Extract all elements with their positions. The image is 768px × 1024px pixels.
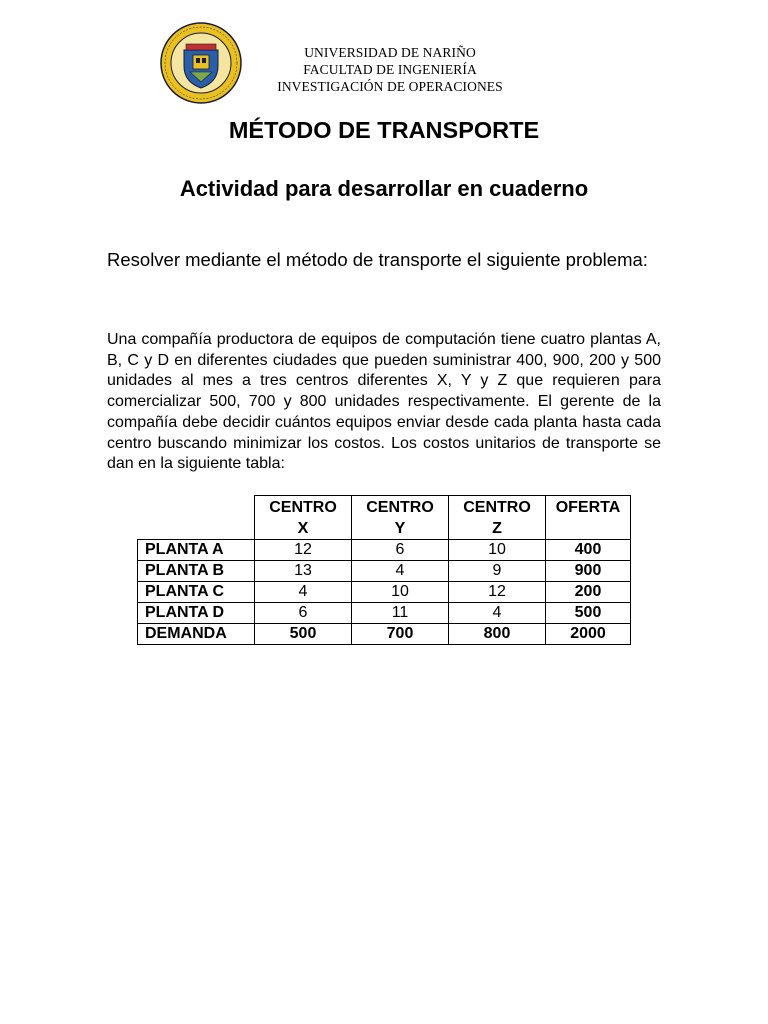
- cost-cell: 10: [449, 540, 546, 561]
- cost-cell: 12: [449, 582, 546, 603]
- table-header-row: [138, 496, 631, 540]
- column-header-line1: CENTRO: [269, 499, 337, 516]
- table-row: [138, 603, 631, 624]
- transport-cost-table: [137, 495, 631, 645]
- row-label: PLANTA A: [138, 540, 255, 561]
- row-label: PLANTA B: [138, 561, 255, 582]
- faculty-name: FACULTAD DE INGENIERÍA: [303, 62, 477, 77]
- row-label: PLANTA D: [138, 603, 255, 624]
- column-header: [449, 496, 546, 540]
- supply-cell: 200: [546, 582, 631, 603]
- column-header: [352, 496, 449, 540]
- document-title: MÉTODO DE TRANSPORTE: [228, 117, 540, 143]
- instruction-paragraph: Resolver mediante el método de transporte el siguiente problema:: [107, 249, 648, 270]
- problem-paragraph: Una compañía productora de equipos de computación tiene cuatro plantas A, B, C y D en diferentes ciudades que pueden suministrar 400, 900, 200 y 500 unidades al mes a tres centros diferentes X, Y y Z que requieren para comercializar 500, 700 y 800 unidades respectivamente. El gerente de la compañía debe decidir cuántos equipos enviar desde cada planta hasta cada centro buscando minimizar los costos. Los costos unitarios de transporte se dan en la siguiente tabla:: [107, 331, 661, 473]
- row-label: DEMANDA: [138, 624, 255, 645]
- table-row: [138, 540, 631, 561]
- table-row: [138, 582, 631, 603]
- supply-cell: 900: [546, 561, 631, 582]
- cost-cell: 12: [255, 540, 352, 561]
- demand-cell: 500: [255, 624, 352, 645]
- demand-cell: 700: [352, 624, 449, 645]
- cost-cell: 6: [352, 540, 449, 561]
- cost-cell: 4: [255, 582, 352, 603]
- cost-cell: 10: [352, 582, 449, 603]
- table-row: [138, 561, 631, 582]
- department-name: INVESTIGACIÓN DE OPERACIONES: [277, 79, 503, 94]
- column-header: [546, 496, 631, 540]
- cost-cell: 6: [255, 603, 352, 624]
- document-subtitle: Actividad para desarrollar en cuaderno: [179, 176, 589, 201]
- table-corner-cell: [138, 496, 255, 540]
- supply-cell: 400: [546, 540, 631, 561]
- cost-cell: 11: [352, 603, 449, 624]
- column-header-line1: CENTRO: [366, 499, 434, 516]
- column-header: [255, 496, 352, 540]
- institution-header: [0, 44, 768, 95]
- demand-cell: 800: [449, 624, 546, 645]
- table-row-demand: [138, 624, 631, 645]
- column-header-line2: X: [297, 520, 309, 537]
- cost-cell: 13: [255, 561, 352, 582]
- university-name: UNIVERSIDAD DE NARIÑO: [304, 45, 476, 60]
- column-header-line2: Y: [394, 520, 406, 537]
- total-cell: 2000: [546, 624, 631, 645]
- column-header-line1: CENTRO: [463, 499, 531, 516]
- cost-cell: 9: [449, 561, 546, 582]
- cost-cell: 4: [449, 603, 546, 624]
- cost-cell: 4: [352, 561, 449, 582]
- supply-cell: 500: [546, 603, 631, 624]
- column-header-line1: OFERTA: [555, 499, 621, 516]
- column-header-line2: Z: [492, 520, 502, 537]
- row-label: PLANTA C: [138, 582, 255, 603]
